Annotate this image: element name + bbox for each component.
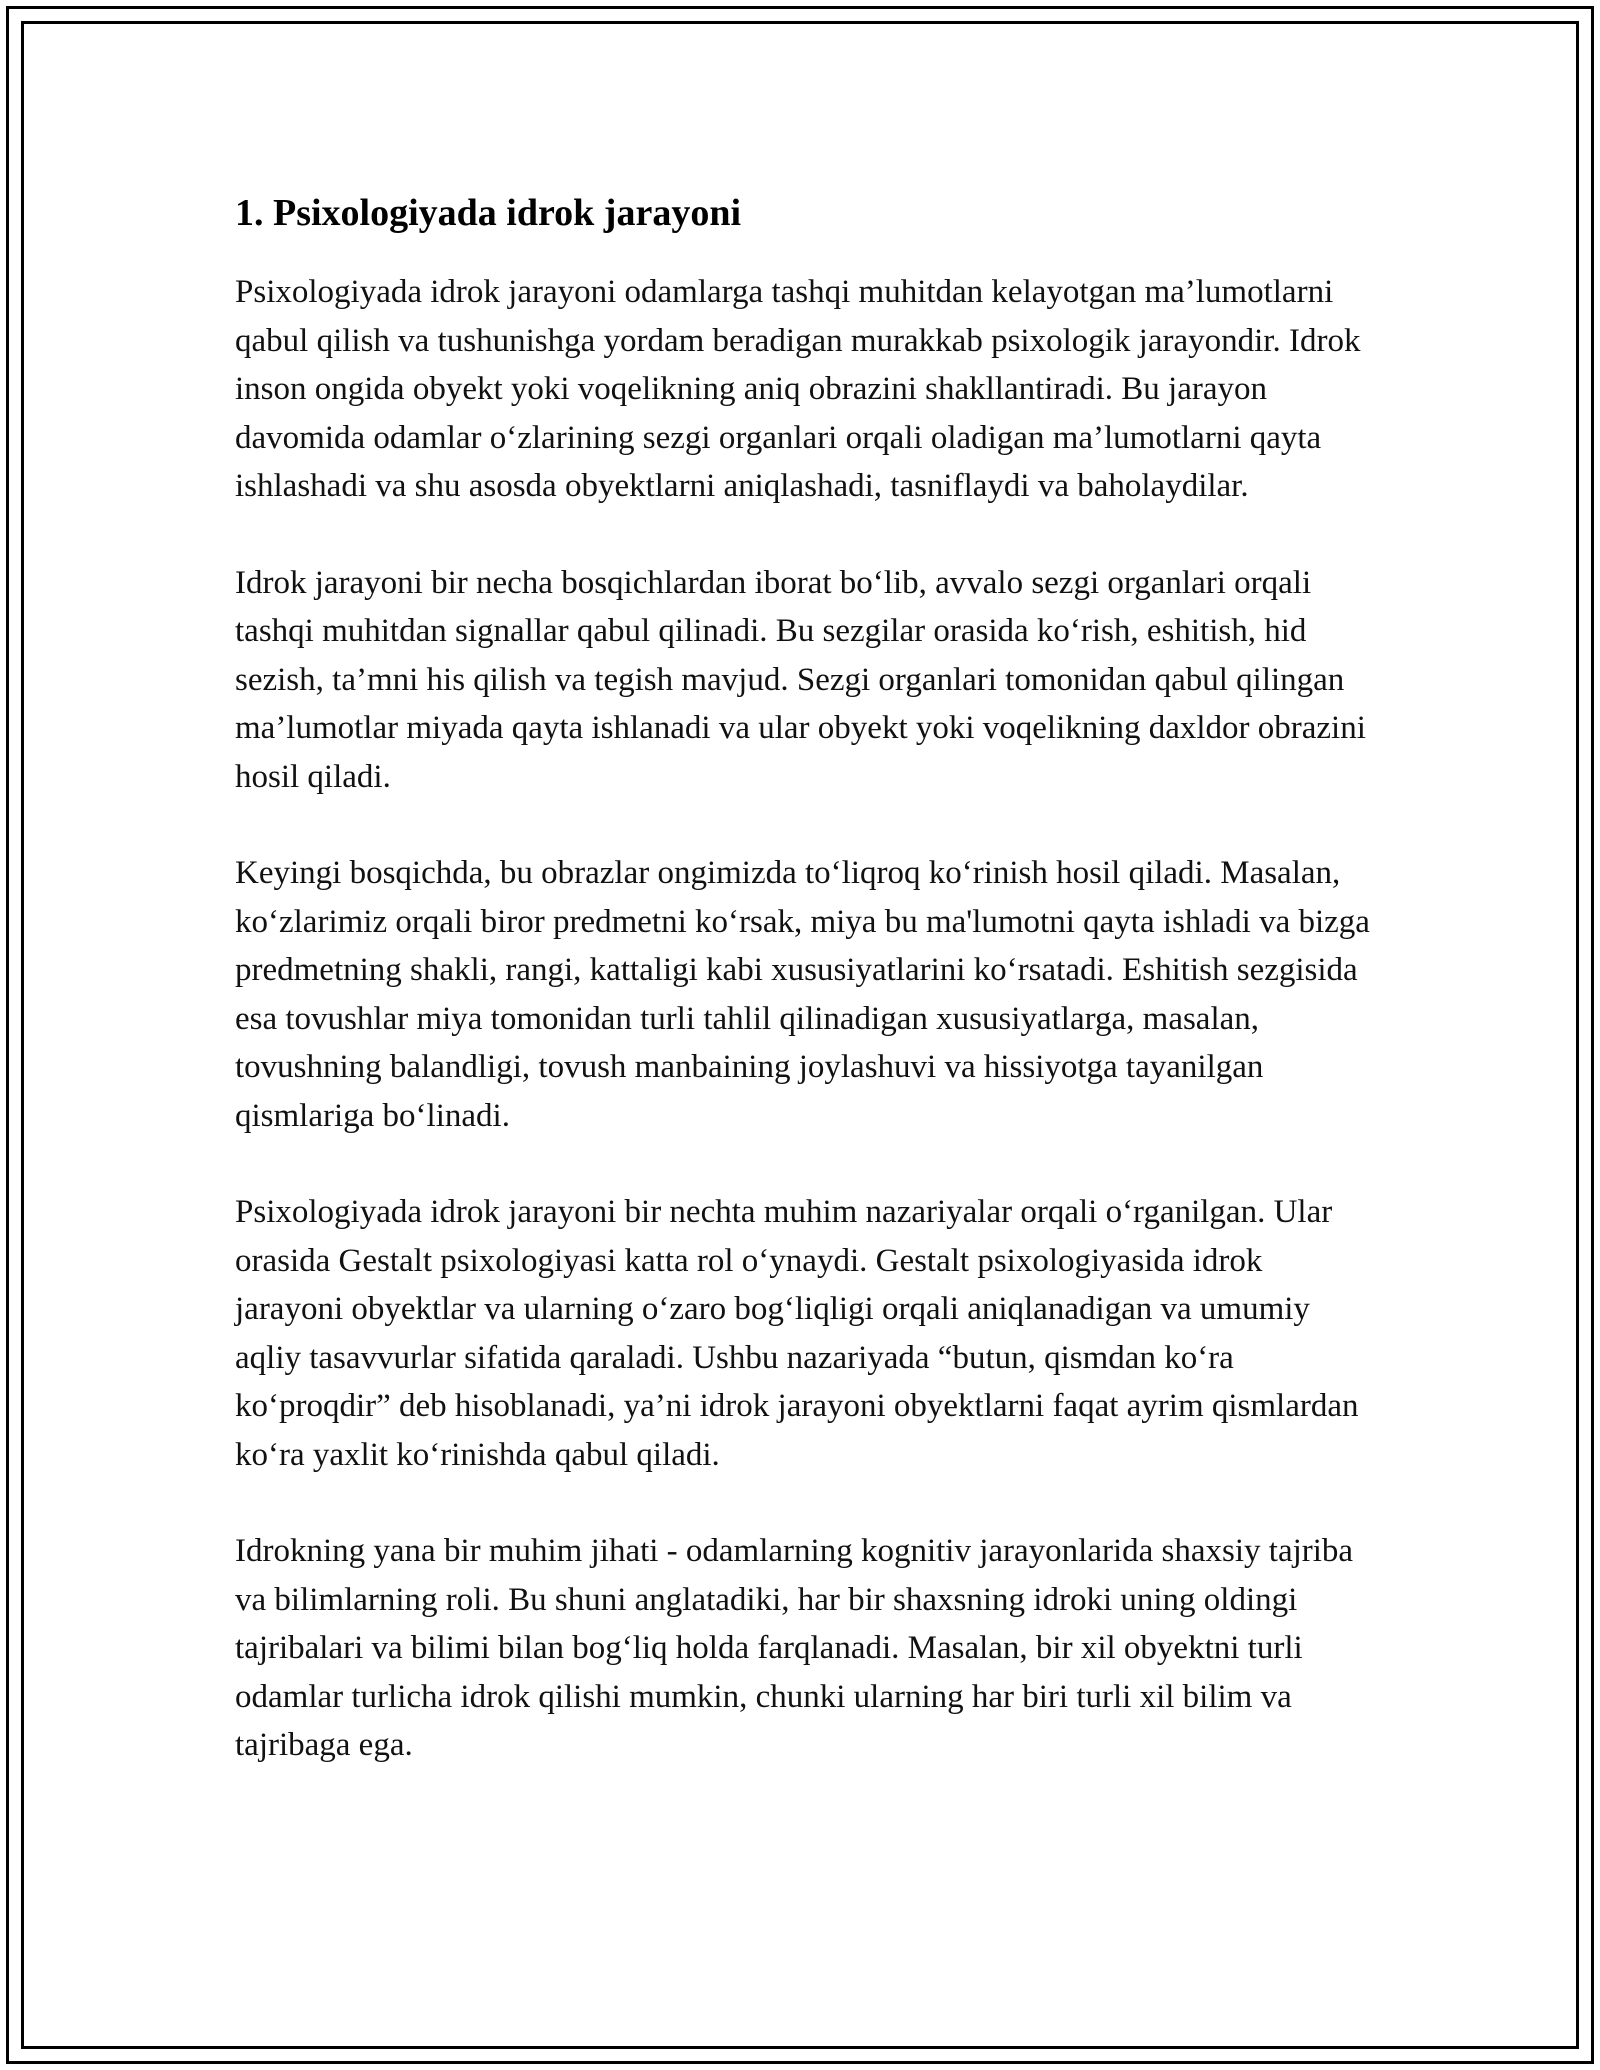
- section-heading: 1. Psixologiyada idrok jarayoni: [235, 192, 742, 234]
- paragraph-1: Psixologiyada idrok jarayoni odamlarga tashqi muhitdan kelayotgan ma’lumotlarni qabul qilish va tushunishga yordam beradigan murakkab psixologik jarayondir. Idrok inson ongida obyekt yoki voqelikning aniq obrazini shakllantiradi. Bu jarayon davomida odamlar o‘zlarining sezgi organlari orqali oladigan ma’lumotlarni qayta ishlashadi va shu asosda obyektlarni aniqlashadi, tasniflaydi va baholaydilar.: [235, 274, 1361, 504]
- paragraph-4: Psixologiyada idrok jarayoni bir nechta muhim nazariyalar orqali o‘rganilgan. Ular orasida Gestalt psixologiyasi katta rol o‘ynaydi. Gestalt psixologiyasida idrok jarayoni obyektlar va ularning o‘zaro bog‘liqligi orqali aniqlanadigan va umumiy aqliy tasavvurlar sifatida qaraladi. Ushbu nazariyada “butun, qismdan ko‘ra ko‘proqdir” deb hisoblanadi, ya’ni idrok jarayoni obyektlarni faqat ayrim qismlardan ko‘ra yaxlit ko‘rinishda qabul qiladi.: [235, 1194, 1359, 1473]
- paragraph-3: Keyingi bosqichda, bu obrazlar ongimizda to‘liqroq ko‘rinish hosil qiladi. Masalan, ko‘zlarimiz orqali biror predmetni ko‘rsak, miya bu ma'lumotni qayta ishladi va bizga predmetning shakli, rangi, kattaligi kabi xususiyatlarini ko‘rsatadi. Eshitish sezgisida esa tovushlar miya tomonidan turli tahlil qilinadigan xususiyatlarga, masalan, tovushning balandligi, tovush manbaining joylashuvi va hissiyotga tayanilgan qismlariga bo‘linadi.: [235, 855, 1370, 1134]
- document-body: [235, 186, 1375, 1818]
- paragraph-2: Idrok jarayoni bir necha bosqichlardan iborat bo‘lib, avvalo sezgi organlari orqali tashqi muhitdan signallar qabul qilinadi. Bu sezgilar orasida ko‘rish, eshitish, hid sezish, ta’mni his qilish va tegish mavjud. Sezgi organlari tomonidan qabul qilingan ma’lumotlar miyada qayta ishlanadi va ular obyekt yoki voqelikning daxldor obrazini hosil qiladi.: [235, 564, 1366, 795]
- paragraph-5: Idrokning yana bir muhim jihati - odamlarning kognitiv jarayonlarida shaxsiy tajriba va bilimlarning roli. Bu shuni anglatadiki, har bir shaxsning idroki uning oldingi tajribalari va bilimi bilan bog‘liq holda farqlanadi. Masalan, bir xil obyektni turli odamlar turlicha idrok qilishi mumkin, chunki ularning har biri turli xil bilim va tajribaga ega.: [235, 1533, 1354, 1763]
